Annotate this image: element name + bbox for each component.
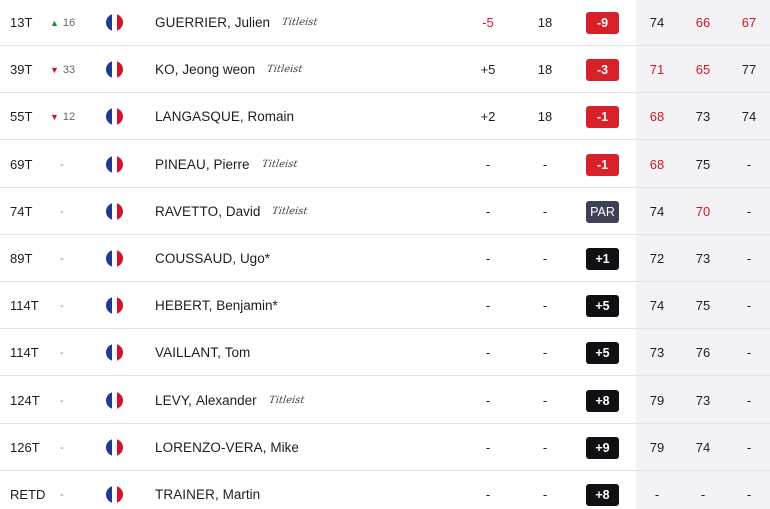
round-2-score: 73: [695, 251, 711, 266]
round-3-score: -: [746, 298, 752, 313]
table-row[interactable]: [0, 93, 770, 140]
total-score-cell: [586, 377, 619, 424]
player-last-name: COUSSAUD,: [155, 251, 237, 266]
position-label: RETD: [10, 487, 46, 502]
position-label: 69T: [10, 157, 33, 172]
table-row[interactable]: [0, 141, 770, 188]
player-first-name: Pierre: [213, 157, 250, 172]
france-flag-icon: [106, 424, 123, 471]
position-movement: [60, 424, 100, 471]
today-score: -: [485, 345, 491, 360]
france-flag-icon: [106, 235, 123, 282]
today-score: -: [485, 440, 491, 455]
holes-thru: -: [542, 157, 548, 172]
player-last-name: LANGASQUE,: [155, 109, 244, 124]
table-row[interactable]: [0, 329, 770, 376]
round-1-score: 79: [649, 440, 665, 455]
round-3-score: -: [746, 204, 752, 219]
movement-value: -: [60, 488, 64, 501]
player-name[interactable]: [155, 377, 304, 424]
today-score: -: [485, 393, 491, 408]
arrow-up-icon: ▲: [50, 17, 59, 28]
player-name[interactable]: [155, 93, 294, 140]
table-row[interactable]: [0, 46, 770, 93]
today-score: +5: [480, 62, 496, 77]
round-3-score: 74: [741, 109, 757, 124]
total-score-cell: [586, 141, 619, 188]
round-2-score: -: [700, 487, 706, 502]
table-row[interactable]: [0, 188, 770, 235]
total-score-badge: PAR: [586, 201, 619, 223]
round-1-score: 79: [649, 393, 665, 408]
today-score: -5: [482, 15, 494, 30]
player-first-name: Martin: [222, 487, 261, 502]
round-3-score: -: [746, 393, 752, 408]
position-label: 89T: [10, 251, 33, 266]
player-name[interactable]: [155, 329, 250, 376]
total-score-cell: [586, 471, 619, 509]
movement-value: 33: [62, 63, 76, 76]
player-last-name: LEVY,: [155, 393, 193, 408]
table-row[interactable]: [0, 0, 770, 46]
total-score-badge: +8: [586, 484, 619, 506]
round-1-score: 68: [649, 109, 665, 124]
round-1-score: 68: [649, 157, 665, 172]
arrow-down-icon: ▼: [50, 111, 59, 122]
round-1-score: -: [654, 487, 660, 502]
total-score-cell: [586, 46, 619, 93]
position-movement: [60, 141, 100, 188]
round-3-score: 77: [741, 62, 757, 77]
titleist-logo: Titleist: [260, 159, 298, 170]
movement-value: -: [60, 158, 64, 171]
total-score-badge: +1: [586, 248, 619, 270]
total-score-cell: [586, 188, 619, 235]
table-row[interactable]: [0, 377, 770, 424]
round-1-score: 73: [649, 345, 665, 360]
player-first-name: Romain: [247, 109, 295, 124]
arrow-down-icon: ▼: [50, 64, 59, 75]
today-score: -: [485, 157, 491, 172]
movement-value: -: [60, 252, 64, 265]
total-score-badge: -1: [586, 154, 619, 176]
round-1-score: 72: [649, 251, 665, 266]
position-label: 74T: [10, 204, 33, 219]
player-first-name: Benjamin*: [216, 298, 278, 313]
holes-thru: -: [542, 345, 548, 360]
player-name[interactable]: [155, 141, 297, 188]
round-2-score: 74: [695, 440, 711, 455]
player-first-name: Julien: [234, 15, 270, 30]
position-movement: [60, 471, 100, 509]
position-label: 126T: [10, 440, 40, 455]
player-last-name: TRAINER,: [155, 487, 219, 502]
france-flag-icon: [106, 329, 123, 376]
holes-thru: -: [542, 393, 548, 408]
round-3-score: -: [746, 251, 752, 266]
position-label: 13T: [10, 15, 33, 30]
today-score: -: [485, 204, 491, 219]
total-score-cell: [586, 93, 619, 140]
total-score-badge: -1: [586, 106, 619, 128]
round-3-score: -: [746, 345, 752, 360]
round-2-score: 66: [695, 15, 711, 30]
france-flag-icon: [106, 93, 123, 140]
player-last-name: RAVETTO,: [155, 204, 223, 219]
player-last-name: GUERRIER,: [155, 15, 231, 30]
round-3-score: -: [746, 440, 752, 455]
holes-thru: -: [542, 440, 548, 455]
table-row[interactable]: [0, 471, 770, 509]
player-name[interactable]: [155, 46, 303, 93]
position-movement: [60, 188, 100, 235]
movement-value: -: [60, 441, 64, 454]
total-score-badge: -9: [586, 12, 619, 34]
holes-thru: -: [542, 251, 548, 266]
france-flag-icon: [106, 141, 123, 188]
round-2-score: 73: [695, 393, 711, 408]
player-name[interactable]: [155, 282, 278, 329]
holes-thru: -: [542, 487, 548, 502]
player-last-name: LORENZO-VERA,: [155, 440, 267, 455]
player-first-name: Ugo*: [239, 251, 270, 266]
total-score-cell: [586, 0, 619, 46]
holes-thru: -: [542, 298, 548, 313]
today-score: -: [485, 251, 491, 266]
round-1-score: 74: [649, 15, 665, 30]
position-movement: [50, 0, 90, 46]
titleist-logo: Titleist: [267, 395, 305, 406]
france-flag-icon: [106, 46, 123, 93]
position-label: 124T: [10, 393, 40, 408]
round-3-score: -: [746, 157, 752, 172]
table-row[interactable]: [0, 424, 770, 471]
player-name[interactable]: [155, 424, 299, 471]
movement-value: 16: [62, 16, 76, 29]
movement-value: -: [60, 394, 64, 407]
today-score: +2: [480, 109, 496, 124]
today-score: -: [485, 487, 491, 502]
position-movement: [60, 282, 100, 329]
total-score-cell: [586, 282, 619, 329]
total-score-badge: +9: [586, 437, 619, 459]
titleist-logo: Titleist: [266, 64, 304, 75]
movement-value: -: [60, 299, 64, 312]
position-label: 114T: [10, 345, 39, 360]
total-score-cell: [586, 424, 619, 471]
movement-value: -: [60, 346, 64, 359]
total-score-badge: +5: [586, 295, 619, 317]
holes-thru: 18: [537, 109, 553, 124]
round-2-score: 75: [695, 298, 711, 313]
round-2-score: 75: [695, 157, 711, 172]
player-last-name: PINEAU,: [155, 157, 210, 172]
total-score-cell: [586, 235, 619, 282]
total-score-badge: +5: [586, 342, 619, 364]
position-movement: [50, 46, 90, 93]
player-first-name: Jeong weon: [182, 62, 256, 77]
round-1-score: 71: [649, 62, 665, 77]
round-1-score: 74: [649, 298, 665, 313]
holes-thru: 18: [537, 62, 553, 77]
round-2-score: 70: [695, 204, 711, 219]
player-first-name: Tom: [224, 345, 251, 360]
position-movement: [60, 377, 100, 424]
france-flag-icon: [106, 471, 123, 509]
player-first-name: Mike: [270, 440, 299, 455]
player-name[interactable]: [155, 235, 270, 282]
table-row[interactable]: [0, 235, 770, 282]
round-2-score: 65: [695, 62, 711, 77]
position-label: 55T: [10, 109, 33, 124]
player-last-name: VAILLANT,: [155, 345, 221, 360]
player-last-name: KO,: [155, 62, 179, 77]
player-name[interactable]: [155, 188, 308, 235]
movement-value: 12: [62, 110, 76, 123]
position-label: 114T: [10, 298, 39, 313]
round-2-score: 73: [695, 109, 711, 124]
position-movement: [60, 235, 100, 282]
today-score: -: [485, 298, 491, 313]
movement-value: -: [60, 205, 64, 218]
player-name[interactable]: [155, 0, 317, 46]
total-score-cell: [586, 329, 619, 376]
france-flag-icon: [106, 188, 123, 235]
france-flag-icon: [106, 377, 123, 424]
holes-thru: -: [542, 204, 548, 219]
total-score-badge: +8: [586, 390, 619, 412]
holes-thru: 18: [537, 15, 553, 30]
round-3-score: 67: [741, 15, 757, 30]
player-first-name: David: [225, 204, 261, 219]
titleist-logo: Titleist: [281, 17, 319, 28]
round-3-score: -: [746, 487, 752, 502]
player-first-name: Alexander: [195, 393, 257, 408]
round-1-score: 74: [649, 204, 665, 219]
france-flag-icon: [106, 0, 123, 46]
table-row[interactable]: [0, 282, 770, 329]
titleist-logo: Titleist: [271, 206, 309, 217]
player-last-name: HEBERT,: [155, 298, 213, 313]
position-label: 39T: [10, 62, 33, 77]
round-2-score: 76: [695, 345, 711, 360]
total-score-badge: -3: [586, 59, 619, 81]
position-movement: [60, 329, 100, 376]
france-flag-icon: [106, 282, 123, 329]
player-name[interactable]: [155, 471, 260, 509]
position-movement: [50, 93, 90, 140]
